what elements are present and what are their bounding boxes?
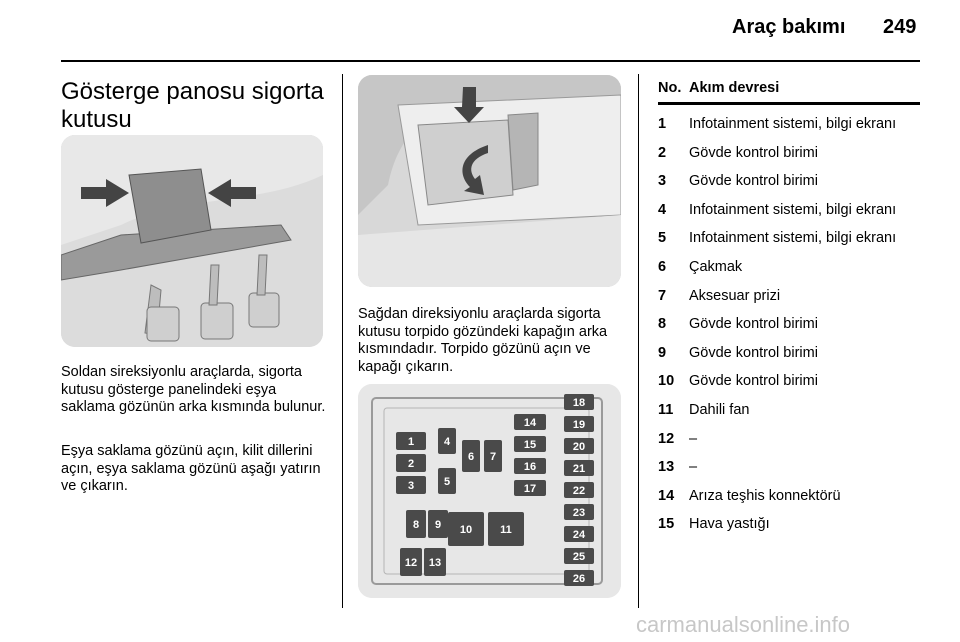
fuse-7 <box>484 440 502 472</box>
table-row <box>658 431 920 449</box>
fuse-22 <box>564 482 594 498</box>
fuse-16 <box>514 458 546 474</box>
column-divider-left <box>342 74 343 608</box>
table-row <box>658 488 920 506</box>
fuse-circuit: Infotainment sistemi, bilgi ekranı <box>689 230 897 247</box>
fuse-label: 18 <box>572 397 586 409</box>
table-row <box>658 516 920 534</box>
fuse-label: 19 <box>572 419 586 431</box>
fuse-circuit: Gövde kontrol birimi <box>689 144 818 161</box>
fuse-label: 16 <box>523 461 537 473</box>
fuse-19 <box>564 416 594 432</box>
fuse-3 <box>396 476 426 494</box>
fuse-24 <box>564 526 594 542</box>
table-row <box>658 288 920 306</box>
fuse-number: 14 <box>658 487 675 504</box>
fuse-layout <box>358 384 621 598</box>
table-header-circuit: Akım devresi <box>689 80 780 96</box>
fuse-label: 21 <box>572 463 586 475</box>
fuse-number: 15 <box>658 516 675 533</box>
fuse-number: 6 <box>658 258 667 275</box>
table-header-rule <box>658 102 920 105</box>
fuse-circuit: Gövde kontrol birimi <box>689 373 818 390</box>
left-paragraph-1: Soldan sireksiyonlu araçlarda, sigorta kutusu gösterge panelindeki eşya saklama gözünün arka kısmında bulunur. <box>61 364 326 416</box>
fuse-label: 15 <box>523 439 537 451</box>
fuse-4 <box>438 428 456 454</box>
fuse-label: 23 <box>572 507 586 519</box>
fuse-circuit: Arıza teşhis konnektörü <box>689 487 841 504</box>
table-row <box>658 145 920 163</box>
fuse-label: 6 <box>467 451 475 463</box>
table-row <box>658 345 920 363</box>
fuse-label: 17 <box>523 483 537 495</box>
fuse-1 <box>396 432 426 450</box>
fuse-table <box>658 80 920 534</box>
header-rule <box>61 60 920 62</box>
fuse-circuit: Dahili fan <box>689 401 750 418</box>
fuse-label: 13 <box>428 557 442 569</box>
table-header-no: No. <box>658 80 682 96</box>
fuse-circuit: – <box>689 459 698 476</box>
fuse-label: 22 <box>572 485 586 497</box>
table-row <box>658 230 920 248</box>
fuse-number: 8 <box>658 316 667 333</box>
fuse-20 <box>564 438 594 454</box>
table-row <box>658 373 920 391</box>
fuse-17 <box>514 480 546 496</box>
table-row <box>658 173 920 191</box>
fuse-label: 8 <box>412 519 420 531</box>
fuse-circuit: Çakmak <box>689 258 743 275</box>
fuse-label: 1 <box>407 436 415 448</box>
table-row <box>658 116 920 134</box>
fuse-label: 20 <box>572 441 586 453</box>
fuse-circuit: Aksesuar prizi <box>689 287 781 304</box>
fuse-label: 2 <box>407 458 415 470</box>
fuse-15 <box>514 436 546 452</box>
fuse-number: 5 <box>658 230 667 247</box>
fuse-label: 3 <box>407 480 415 492</box>
fuse-number: 10 <box>658 373 675 390</box>
table-header <box>658 80 920 102</box>
table-row <box>658 202 920 220</box>
dashboard-pedals-illustration <box>61 135 323 347</box>
fuse-26 <box>564 570 594 586</box>
fuse-label: 25 <box>572 551 586 563</box>
table-row <box>658 459 920 477</box>
fuse-number: 2 <box>658 144 667 161</box>
fuse-number: 3 <box>658 173 667 190</box>
fuse-label: 4 <box>443 436 451 448</box>
fuse-11 <box>488 512 524 546</box>
fuse-label: 9 <box>434 519 442 531</box>
fuse-number: 4 <box>658 201 667 218</box>
fuse-13 <box>424 548 446 576</box>
running-header-title: Araç bakımı <box>732 16 846 38</box>
fuse-18 <box>564 394 594 410</box>
glovebox-illustration <box>358 75 621 287</box>
table-body <box>658 116 920 534</box>
fuse-label: 12 <box>404 557 418 569</box>
middle-paragraph: Sağdan direksiyonlu araçlarda sigorta kutusu torpido gözündeki kapağın arka kısmındadır. Torpido gözünü açın ve kapağı çıkarın. <box>358 306 608 375</box>
watermark: carmanualsonline.info <box>636 612 851 637</box>
fuse-label: 14 <box>523 417 537 429</box>
fuse-label: 11 <box>500 524 512 536</box>
fuse-2 <box>396 454 426 472</box>
fuse-9 <box>428 510 448 538</box>
fuse-circuit: Gövde kontrol birimi <box>689 316 818 333</box>
section-title: Gösterge panosu sigorta kutusu <box>61 78 324 133</box>
fuse-8 <box>406 510 426 538</box>
column-divider-right <box>638 74 639 608</box>
fuse-label: 7 <box>489 451 497 463</box>
fuse-circuit: Gövde kontrol birimi <box>689 173 818 190</box>
fuse-circuit: Infotainment sistemi, bilgi ekranı <box>689 116 897 132</box>
table-row <box>658 402 920 420</box>
fuse-12 <box>400 548 422 576</box>
fuse-number: 9 <box>658 344 667 361</box>
fuse-10 <box>448 512 484 546</box>
fuse-number: 13 <box>658 459 675 476</box>
fuse-21 <box>564 460 594 476</box>
fuse-23 <box>564 504 594 520</box>
fuse-25 <box>564 548 594 564</box>
table-row <box>658 316 920 334</box>
fuse-number: 1 <box>658 116 667 132</box>
fuse-circuit: Gövde kontrol birimi <box>689 344 818 361</box>
fuse-number: 12 <box>658 430 675 447</box>
fuse-6 <box>462 440 480 472</box>
fuse-circuit: – <box>689 430 698 447</box>
fuse-5 <box>438 468 456 494</box>
left-paragraph-2: Eşya saklama gözünü açın, kilit dillerini açın, eşya saklama gözünü aşağı yatırın ve çıkarın. <box>61 443 321 495</box>
page-number: 249 <box>883 16 917 38</box>
fuse-number: 7 <box>658 287 667 304</box>
table-row <box>658 259 920 277</box>
fuse-14 <box>514 414 546 430</box>
fuse-label: 5 <box>443 476 451 488</box>
fuse-label: 24 <box>572 529 586 541</box>
fuse-label: 10 <box>459 524 473 536</box>
fuse-circuit: Hava yastığı <box>689 516 770 533</box>
fuse-label: 26 <box>572 573 586 585</box>
fuse-number: 11 <box>658 401 674 418</box>
fuse-box-diagram <box>358 384 621 598</box>
fuse-circuit: Infotainment sistemi, bilgi ekranı <box>689 201 897 218</box>
